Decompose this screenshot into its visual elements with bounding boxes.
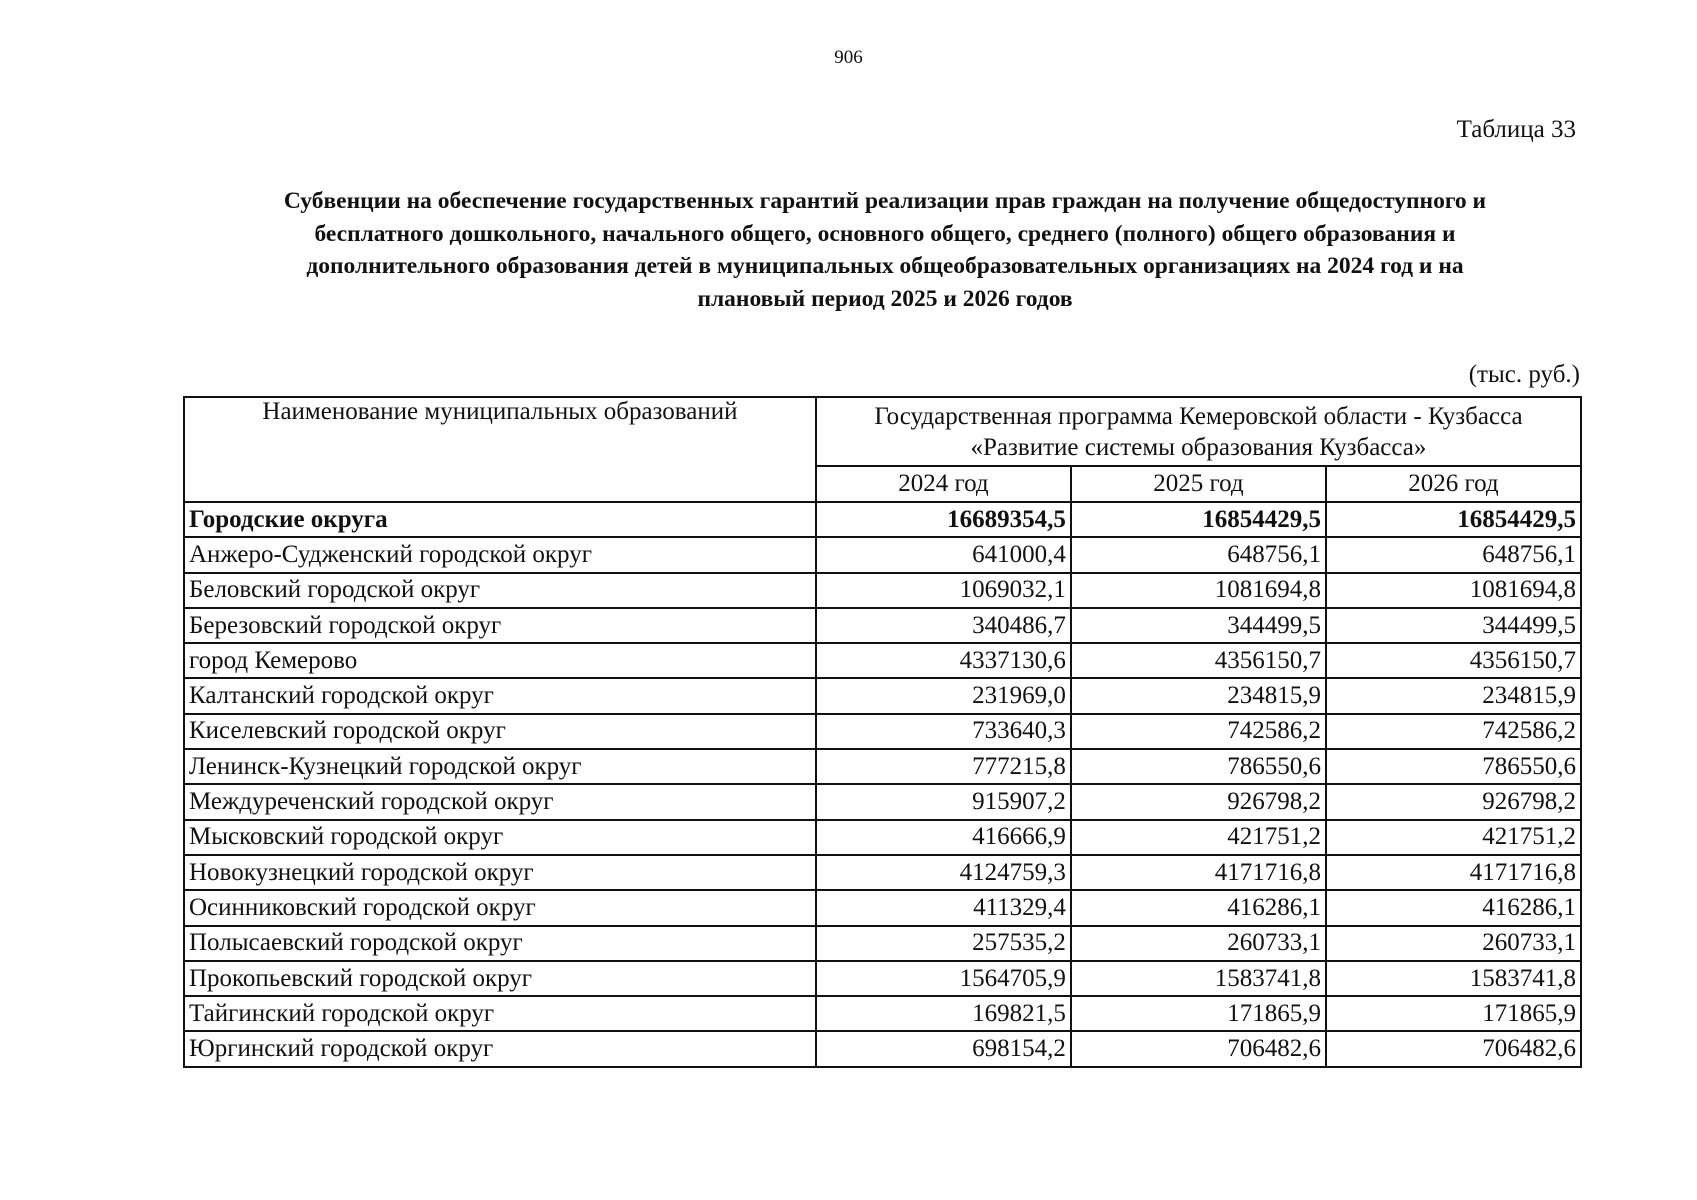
- value-cell-2026: 742586,2: [1326, 714, 1581, 749]
- municipality-name-cell: Анжеро-Судженский городской округ: [184, 537, 816, 572]
- value-cell-2025: 648756,1: [1071, 537, 1326, 572]
- table-row: [184, 573, 1581, 608]
- header-program: [816, 397, 1581, 466]
- municipality-name-cell: Полысаевский городской округ: [184, 926, 816, 961]
- table-row: [184, 678, 1581, 713]
- value-cell-2024: 340486,7: [816, 608, 1071, 643]
- value-cell-2025: 421751,2: [1071, 820, 1326, 855]
- title-line: Субвенции на обеспечение государственных гарантий реализации прав граждан на получение общедоступного и: [283, 188, 1487, 214]
- table-row: [184, 784, 1581, 819]
- value-cell-2025: 260733,1: [1071, 926, 1326, 961]
- value-cell-2025: 1583741,8: [1071, 961, 1326, 996]
- municipality-name-cell: Ленинск-Кузнецкий городской округ: [184, 749, 816, 784]
- value-cell-2024: 777215,8: [816, 749, 1071, 784]
- table-row: [184, 537, 1581, 572]
- value-cell-2025: 706482,6: [1071, 1031, 1326, 1066]
- municipality-name-cell: Осинниковский городской округ: [184, 890, 816, 925]
- value-cell-2024: 733640,3: [816, 714, 1071, 749]
- value-cell-2024: 915907,2: [816, 784, 1071, 819]
- value-cell-2026: 1583741,8: [1326, 961, 1581, 996]
- value-cell-2025: 4171716,8: [1071, 855, 1326, 890]
- value-cell-2026: 171865,9: [1326, 996, 1581, 1031]
- value-cell-2025: 234815,9: [1071, 678, 1326, 713]
- value-cell-2025: 416286,1: [1071, 890, 1326, 925]
- value-cell-2026: 706482,6: [1326, 1031, 1581, 1066]
- table-row: [184, 714, 1581, 749]
- municipality-name-cell: Новокузнецкий городской округ: [184, 855, 816, 890]
- value-cell-2025: 742586,2: [1071, 714, 1326, 749]
- title-line: дополнительного образования детей в муниципальных общеобразовательных организациях на 2024 год и на: [306, 253, 1464, 279]
- header-year-2024: 2024 год: [816, 466, 1071, 502]
- subventions-table: [183, 396, 1582, 1068]
- value-cell-2026: 416286,1: [1326, 890, 1581, 925]
- value-cell-2024: 16689354,5: [816, 502, 1071, 537]
- table-row: [184, 820, 1581, 855]
- table-row: [184, 926, 1581, 961]
- municipality-name-cell: Городские округа: [184, 502, 816, 537]
- table-row: [184, 961, 1581, 996]
- value-cell-2024: 169821,5: [816, 996, 1071, 1031]
- header-year-2025: 2025 год: [1071, 466, 1326, 502]
- value-cell-2025: 1081694,8: [1071, 573, 1326, 608]
- municipality-name-cell: Киселевский городской округ: [184, 714, 816, 749]
- value-cell-2025: 4356150,7: [1071, 643, 1326, 678]
- header-program-line: «Развитие системы образования Кузбасса»: [970, 433, 1427, 461]
- value-cell-2025: 926798,2: [1071, 784, 1326, 819]
- value-cell-2024: 416666,9: [816, 820, 1071, 855]
- table-row: [184, 749, 1581, 784]
- title-line: плановый период 2025 и 2026 годов: [697, 285, 1073, 312]
- municipality-name-cell: Беловский городской округ: [184, 573, 816, 608]
- table-row: [184, 996, 1581, 1031]
- value-cell-2024: 4124759,3: [816, 855, 1071, 890]
- value-cell-2026: 234815,9: [1326, 678, 1581, 713]
- document-title: [190, 185, 1580, 315]
- value-cell-2025: 786550,6: [1071, 749, 1326, 784]
- municipality-name-cell: Березовский городской округ: [184, 608, 816, 643]
- value-cell-2024: 1069032,1: [816, 573, 1071, 608]
- value-cell-2025: 16854429,5: [1071, 502, 1326, 537]
- value-cell-2026: 4356150,7: [1326, 643, 1581, 678]
- value-cell-2024: 231969,0: [816, 678, 1071, 713]
- value-cell-2024: 698154,2: [816, 1031, 1071, 1066]
- value-cell-2024: 411329,4: [816, 890, 1071, 925]
- value-cell-2024: 1564705,9: [816, 961, 1071, 996]
- value-cell-2026: 344499,5: [1326, 608, 1581, 643]
- value-cell-2026: 1081694,8: [1326, 573, 1581, 608]
- header-program-line: Государственная программа Кемеровской области - Кузбасса: [874, 402, 1523, 430]
- value-cell-2024: 4337130,6: [816, 643, 1071, 678]
- value-cell-2024: 257535,2: [816, 926, 1071, 961]
- value-cell-2026: 4171716,8: [1326, 855, 1581, 890]
- value-cell-2026: 926798,2: [1326, 784, 1581, 819]
- value-cell-2024: 641000,4: [816, 537, 1071, 572]
- value-cell-2026: 648756,1: [1326, 537, 1581, 572]
- municipality-name-cell: Прокопьевский городской округ: [184, 961, 816, 996]
- header-municipality-name: Наименование муниципальных образований: [184, 397, 816, 502]
- table-row: [184, 890, 1581, 925]
- value-cell-2026: 260733,1: [1326, 926, 1581, 961]
- value-cell-2026: 16854429,5: [1326, 502, 1581, 537]
- table-row: [184, 855, 1581, 890]
- municipality-name-cell: Мысковский городской округ: [184, 820, 816, 855]
- units-label: (тыс. руб.): [1468, 361, 1580, 388]
- title-line: бесплатного дошкольного, начального общего, основного общего, среднего (полного) общего образования и: [314, 220, 1456, 247]
- page-number: 906: [834, 47, 863, 68]
- header-year-2026: 2026 год: [1326, 466, 1581, 502]
- table-label: Таблица 33: [1456, 116, 1576, 143]
- value-cell-2025: 344499,5: [1071, 608, 1326, 643]
- municipality-name-cell: город Кемерово: [184, 643, 816, 678]
- table-row: [184, 1031, 1581, 1066]
- municipality-name-cell: Междуреченский городской округ: [184, 784, 816, 819]
- municipality-name-cell: Тайгинский городской округ: [184, 996, 816, 1031]
- value-cell-2026: 786550,6: [1326, 749, 1581, 784]
- table-row: [184, 643, 1581, 678]
- table-body: [184, 502, 1581, 1067]
- table-row-total: [184, 502, 1581, 537]
- municipality-name-cell: Юргинский городской округ: [184, 1031, 816, 1066]
- value-cell-2026: 421751,2: [1326, 820, 1581, 855]
- table-header: [184, 397, 1581, 502]
- table-row: [184, 608, 1581, 643]
- municipality-name-cell: Калтанский городской округ: [184, 678, 816, 713]
- value-cell-2025: 171865,9: [1071, 996, 1326, 1031]
